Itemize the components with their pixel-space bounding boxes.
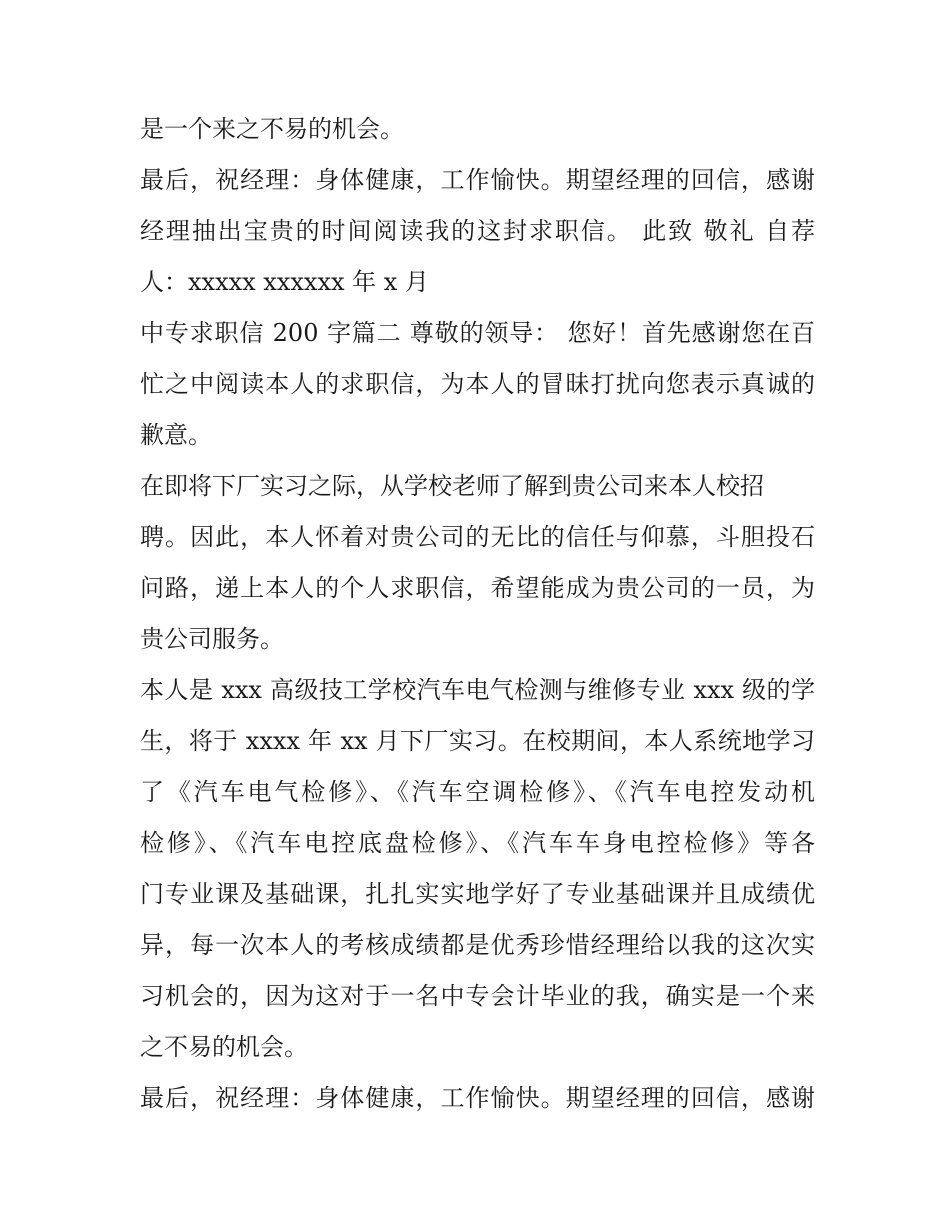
text-line: 最后，祝经理：身体健康，工作愉快。期望经理的回信，感谢: [140, 1084, 815, 1112]
text-line: 聘。因此，本人怀着对贵公司的无比的信任与仰慕，斗胆投石: [140, 523, 815, 551]
text-line: 本人是 xxx 高级技工学校汽车电气检测与维修专业 xxx 级的学: [140, 676, 815, 704]
text-line: 最后，祝经理：身体健康，工作愉快。期望经理的回信，感谢: [140, 166, 815, 194]
text-line: 问路，递上本人的个人求职信，希望能成为贵公司的一员，为: [140, 574, 815, 602]
text-line: 门专业课及基础课，扎扎实实地学好了专业基础课并且成绩优: [140, 880, 815, 908]
text-line: 了《汽车电气检修》、《汽车空调检修》、《汽车电控发动机: [140, 778, 815, 806]
text-line: 歉意。: [140, 421, 212, 449]
text-line: 异，每一次本人的考核成绩都是优秀珍惜经理给以我的这次实: [140, 931, 815, 959]
text-line: 生，将于 xxxx 年 xx 月下厂实习。在校期间，本人系统地学习: [140, 727, 815, 755]
text-line: 之不易的机会。: [140, 1033, 308, 1061]
text-line: 中专求职信 200 字篇二 尊敬的领导： 您好！首先感谢您在百: [140, 319, 815, 347]
document-body: [140, 104, 815, 1124]
text-line: 习机会的，因为这对于一名中专会计毕业的我，确实是一个来: [140, 982, 815, 1010]
text-line: 在即将下厂实习之际，从学校老师了解到贵公司来本人校招: [140, 472, 764, 500]
text-line: 是一个来之不易的机会。: [140, 115, 404, 143]
text-line: 贵公司服务。: [140, 625, 284, 653]
text-line: 人：xxxxx xxxxxx 年 x 月: [140, 268, 429, 296]
text-line: 忙之中阅读本人的求职信，为本人的冒昧打扰向您表示真诚的: [140, 370, 815, 398]
text-line: 经理抽出宝贵的时间阅读我的这封求职信。 此致 敬礼 自荐: [140, 217, 815, 245]
text-line: 检修》、《汽车电控底盘检修》、《汽车车身电控检修》等各: [140, 829, 815, 857]
